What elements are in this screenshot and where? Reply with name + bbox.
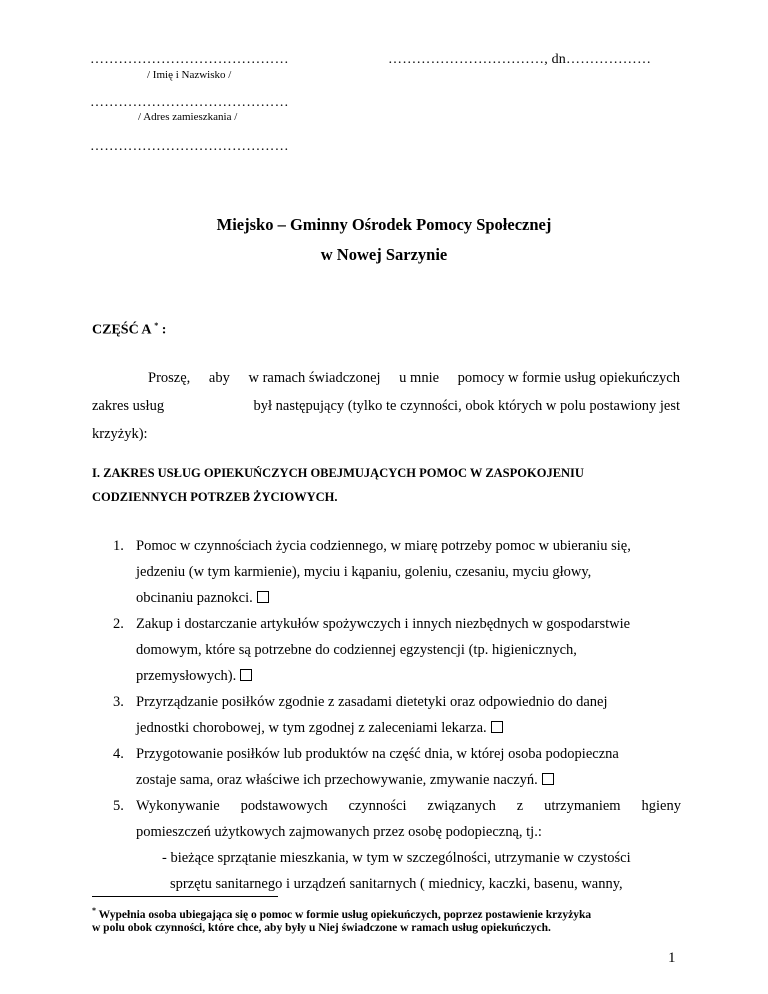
- item-5-line-2: pomieszczeń użytkowych zajmowanych przez osobę podopieczną, tj.:: [136, 824, 542, 840]
- name-caption: / Imię i Nazwisko /: [147, 69, 232, 81]
- part-colon: :: [161, 322, 167, 338]
- item-4-checkbox[interactable]: [542, 773, 554, 785]
- item-5-subitem-line-1: - bieżące sprzątanie mieszkania, w tym w szczególności, utrzymanie w czystości: [162, 850, 631, 866]
- footnote-marker: *: [92, 906, 96, 915]
- item-number: 2.: [113, 616, 124, 632]
- address-caption: / Adres zamieszkania /: [138, 111, 238, 123]
- intro-line-3: krzyżyk):: [92, 426, 148, 442]
- footnote-line-1: * Wypełnia osoba ubiegająca się o pomoc w formie usług opiekuńczych, poprzez postawienie krzyżyka: [92, 906, 592, 921]
- footnote-separator: [92, 896, 278, 897]
- page-number: 1: [668, 950, 676, 966]
- item-2-line-3: przemysłowych).: [136, 668, 252, 685]
- address-line-2[interactable]: ……………………………………: [90, 139, 289, 154]
- name-line[interactable]: ……………………………………: [90, 52, 289, 67]
- item-4-line-2: zostaje sama, oraz właściwe ich przechowywanie, zmywanie naczyń.: [136, 772, 554, 789]
- item-number: 4.: [113, 746, 124, 762]
- institution-location: w Nowej Sarzynie: [320, 245, 448, 264]
- item-number: 5.: [113, 798, 124, 814]
- footnote-line-2: w polu obok czynności, które chce, aby były u Niej świadczone w ramach usług opiekuńczych.: [92, 922, 551, 934]
- part-footnote-marker: *: [154, 321, 159, 330]
- item-number: 3.: [113, 694, 124, 710]
- item-5-subitem-line-2: sprzętu sanitarnego i urządzeń sanitarnych ( miednicy, kaczki, basenu, wanny,: [170, 876, 623, 892]
- item-number: 1.: [113, 538, 124, 554]
- date-line[interactable]: ……………………………, dn………………: [388, 52, 652, 67]
- item-3-checkbox[interactable]: [491, 721, 503, 733]
- institution-title: Miejsko – Gminny Ośrodek Pomocy Społecznej: [216, 215, 552, 234]
- item-2-line-1: Zakup i dostarczanie artykułów spożywczych i innych niezbędnych w gospodarstwie: [136, 616, 631, 632]
- item-1-line-3: obcinaniu paznokci.: [136, 590, 269, 607]
- item-2-checkbox[interactable]: [240, 669, 252, 681]
- section-heading-line-1: I. ZAKRES USŁUG OPIEKUŃCZYCH OBEJMUJĄCYCH POMOC W ZASPOKOJENIU: [92, 466, 584, 480]
- item-1-checkbox[interactable]: [257, 591, 269, 603]
- item-1-line-1: Pomoc w czynnościach życia codziennego, w miarę potrzeby pomoc w ubieraniu się,: [136, 538, 631, 554]
- address-line-1[interactable]: ……………………………………: [90, 95, 289, 110]
- section-heading-line-2: CODZIENNYCH POTRZEB ŻYCIOWYCH.: [92, 490, 338, 504]
- item-5-line-1: Wykonywanie podstawowych czynności związanych z utrzymaniem hgieny: [136, 798, 681, 814]
- item-3-line-2: jednostki chorobowej, w tym zgodnej z zaleceniami lekarza.: [136, 720, 503, 737]
- part-label: CZĘŚĆ A: [92, 322, 151, 338]
- item-1-line-2: jedzeniu (w tym karmienie), myciu i kąpaniu, goleniu, czesaniu, myciu głowy,: [136, 564, 592, 580]
- intro-line-1: Proszę, aby w ramach świadczonej u mnie pomocy w formie usług opiekuńczych: [148, 370, 680, 386]
- intro-line-2: zakres usług był następujący (tylko te czynności, obok których w polu postawiony jest: [92, 398, 680, 414]
- item-2-line-2: domowym, które są potrzebne do codziennej egzystencji (tp. higienicznych,: [136, 642, 577, 658]
- part-heading: [92, 321, 166, 339]
- item-4-line-1: Przygotowanie posiłków lub produktów na część dnia, w której osoba podopieczna: [136, 746, 619, 762]
- item-3-line-1: Przyrządzanie posiłków zgodnie z zasadami dietetyki oraz odpowiednio do danej: [136, 694, 608, 710]
